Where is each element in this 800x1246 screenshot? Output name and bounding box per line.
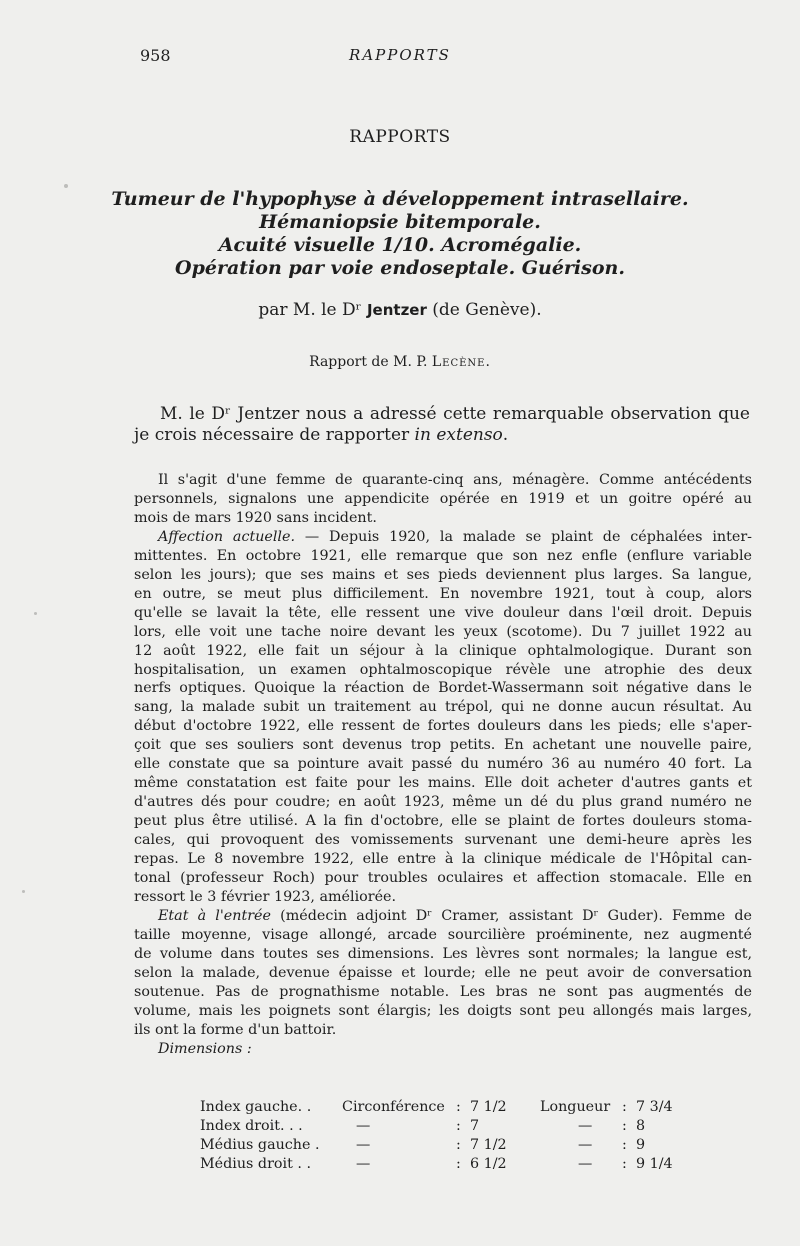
body-line: ils ont la forme d'un battoir. — [134, 1021, 337, 1038]
byline-prefix: par M. le Dʳ — [258, 300, 362, 320]
circumference-label: — — [356, 1118, 371, 1134]
colon: : — [622, 1118, 627, 1134]
intro-text: M. le Dʳ Jentzer nous a adressé cette remarquable observation que je crois nécessaire de rapporter in extenso. — [134, 404, 750, 445]
body-line: tonal (professeur Roch) pour troubles oculaires et affection stomacale. Elle en — [134, 870, 752, 887]
body-line: taille moyenne, visage allongé, arcade sourcilière proéminente, nez augmenté — [134, 926, 752, 943]
finger-label: Index gauche. . — [200, 1099, 312, 1115]
page-number: 958 — [140, 46, 171, 65]
circumference-value: 6 1/2 — [470, 1156, 507, 1172]
body-line: peut plus être utilisé. A la fin d'octobre, elle se plaint de fortes douleurs stoma- — [134, 813, 752, 830]
body-line: selon la malade, devenue épaisse et lourde; elle ne peut avoir de conversation — [134, 964, 752, 981]
length-value: 7 3/4 — [636, 1099, 673, 1115]
colon: : — [622, 1156, 627, 1172]
body-line: volume, mais les poignets sont élargis; les doigts sont peu allongés mais larges, — [134, 1002, 752, 1019]
body-line: personnels, signalons une appendicite opérée en 1919 et un goitre opéré au — [134, 490, 752, 507]
report-prefix: Rapport de M. P. — [309, 354, 428, 370]
body-line: Etat à l'entrée (médecin adjoint Dʳ Cramer, assistant Dʳ Guder). Femme de — [158, 907, 752, 924]
body-line: nerfs optiques. Quoique la réaction de Bordet-Wassermann soit négative dans le — [134, 680, 752, 697]
circumference-value: 7 1/2 — [470, 1137, 507, 1153]
body-line: Affection actuelle. — Depuis 1920, la malade se plaint de céphalées inter- — [158, 528, 752, 545]
title-line: Acuité visuelle 1/10. Acromégalie. — [218, 234, 582, 256]
body-line: mois de mars 1920 sans incident. — [134, 509, 377, 526]
paper-speck — [34, 612, 37, 615]
report-line — [0, 354, 800, 370]
body-line: çoit que ses souliers sont devenus trop petits. En achetant une nouvelle paire, — [134, 737, 752, 754]
body-line: début d'octobre 1922, elle ressent de fortes douleurs dans les pieds; elle s'aper- — [134, 718, 752, 735]
body-line: cales, qui provoquent des vomissements survenant une demi-heure après les — [134, 832, 752, 849]
title-line: Tumeur de l'hypophyse à développement intrasellaire. — [111, 188, 689, 210]
circumference-label: Circonférence — [342, 1099, 445, 1115]
dimensions-row — [200, 1098, 720, 1117]
length-label: — — [578, 1118, 593, 1134]
body-line: mittentes. En octobre 1921, elle remarque que son nez enfle (enflure variable — [134, 547, 752, 564]
body-line: selon les jours); que ses mains et ses pieds deviennent plus larges. Sa langue, — [134, 566, 752, 583]
body-line: même constatation est faite pour les mains. Elle doit acheter d'autres gants et — [134, 775, 752, 792]
byline — [0, 300, 800, 320]
finger-label: Index droit. . . — [200, 1118, 303, 1134]
body-text — [134, 471, 752, 1059]
dimensions-row — [200, 1136, 720, 1155]
body-line: de volume dans toutes ses dimensions. Les lèvres sont normales; la langue est, — [134, 945, 752, 962]
length-value: 9 1/4 — [636, 1156, 673, 1172]
byline-suffix: (de Genève). — [432, 300, 542, 320]
body-line: elle constate que sa pointure avait passé du numéro 36 au numéro 40 fort. La — [134, 756, 752, 773]
circumference-label: — — [356, 1137, 371, 1153]
report-author: Lecène. — [431, 354, 491, 370]
length-value: 8 — [636, 1118, 646, 1134]
paper-speck — [22, 890, 25, 893]
intro-paragraph — [134, 404, 750, 446]
title-line: Hémaniopsie bitemporale. — [259, 211, 541, 233]
length-label: Longueur — [540, 1099, 611, 1115]
length-label: — — [578, 1156, 593, 1172]
finger-label: Médius gauche . — [200, 1137, 320, 1153]
dimensions-row — [200, 1155, 720, 1174]
italic-heading: Affection actuelle. — [158, 528, 296, 545]
italic-phrase: in extenso — [414, 425, 503, 445]
colon: : — [456, 1118, 461, 1134]
body-line: en outre, se meut plus difficilement. En novembre 1921, tout à coup, alors — [134, 585, 752, 602]
dimensions-row — [200, 1117, 720, 1136]
colon: : — [456, 1099, 461, 1115]
circumference-value: 7 1/2 — [470, 1099, 507, 1115]
article-title — [0, 188, 800, 280]
length-value: 9 — [636, 1137, 646, 1153]
body-line: ressort le 3 février 1923, améliorée. — [134, 888, 397, 905]
body-line: 12 août 1922, elle fait un séjour à la clinique ophtalmologique. Durant son — [134, 642, 752, 659]
title-line: Opération par voie endoseptale. Guérison. — [175, 257, 625, 279]
body-line: Il s'agit d'une femme de quarante-cinq ans, ménagère. Comme antécédents — [158, 472, 752, 488]
finger-label: Médius droit . . — [200, 1156, 312, 1172]
colon: : — [622, 1099, 627, 1115]
circumference-label: — — [356, 1156, 371, 1172]
length-label: — — [578, 1137, 593, 1153]
circumference-value: 7 — [470, 1118, 480, 1134]
body-line: Dimensions : — [158, 1040, 252, 1057]
body-line: soutenue. Pas de prognathisme notable. Les bras ne sont pas augmentés de — [134, 983, 752, 1000]
running-head — [0, 46, 800, 70]
body-line: hospitalisation, un examen ophtalmoscopique révèle une atrophie des deux — [134, 661, 752, 678]
running-title: RAPPORTS — [349, 46, 451, 64]
paper-speck — [64, 184, 68, 188]
dimensions-table — [200, 1098, 720, 1174]
italic-heading: Etat à l'entrée — [158, 907, 271, 924]
colon: : — [622, 1137, 627, 1153]
author-name: Jentzer — [366, 301, 427, 319]
body-line: qu'elle se lavait la tête, elle ressent une vive douleur dans l'œil droit. Depuis — [134, 604, 752, 621]
body-line: lors, elle voit une tache noire devant les yeux (scotome). Du 7 juillet 1922 au — [134, 623, 752, 640]
body-line: d'autres dés pour coudre; en août 1923, même un dé du plus grand numéro ne — [134, 794, 752, 811]
body-line: sang, la malade subit un traitement au trépol, qui ne donne aucun résultat. Au — [134, 699, 752, 716]
section-title: RAPPORTS — [349, 127, 451, 147]
colon: : — [456, 1137, 461, 1153]
body-line: repas. Le 8 novembre 1922, elle entre à la clinique médicale de l'Hôpital can- — [134, 851, 752, 868]
colon: : — [456, 1156, 461, 1172]
